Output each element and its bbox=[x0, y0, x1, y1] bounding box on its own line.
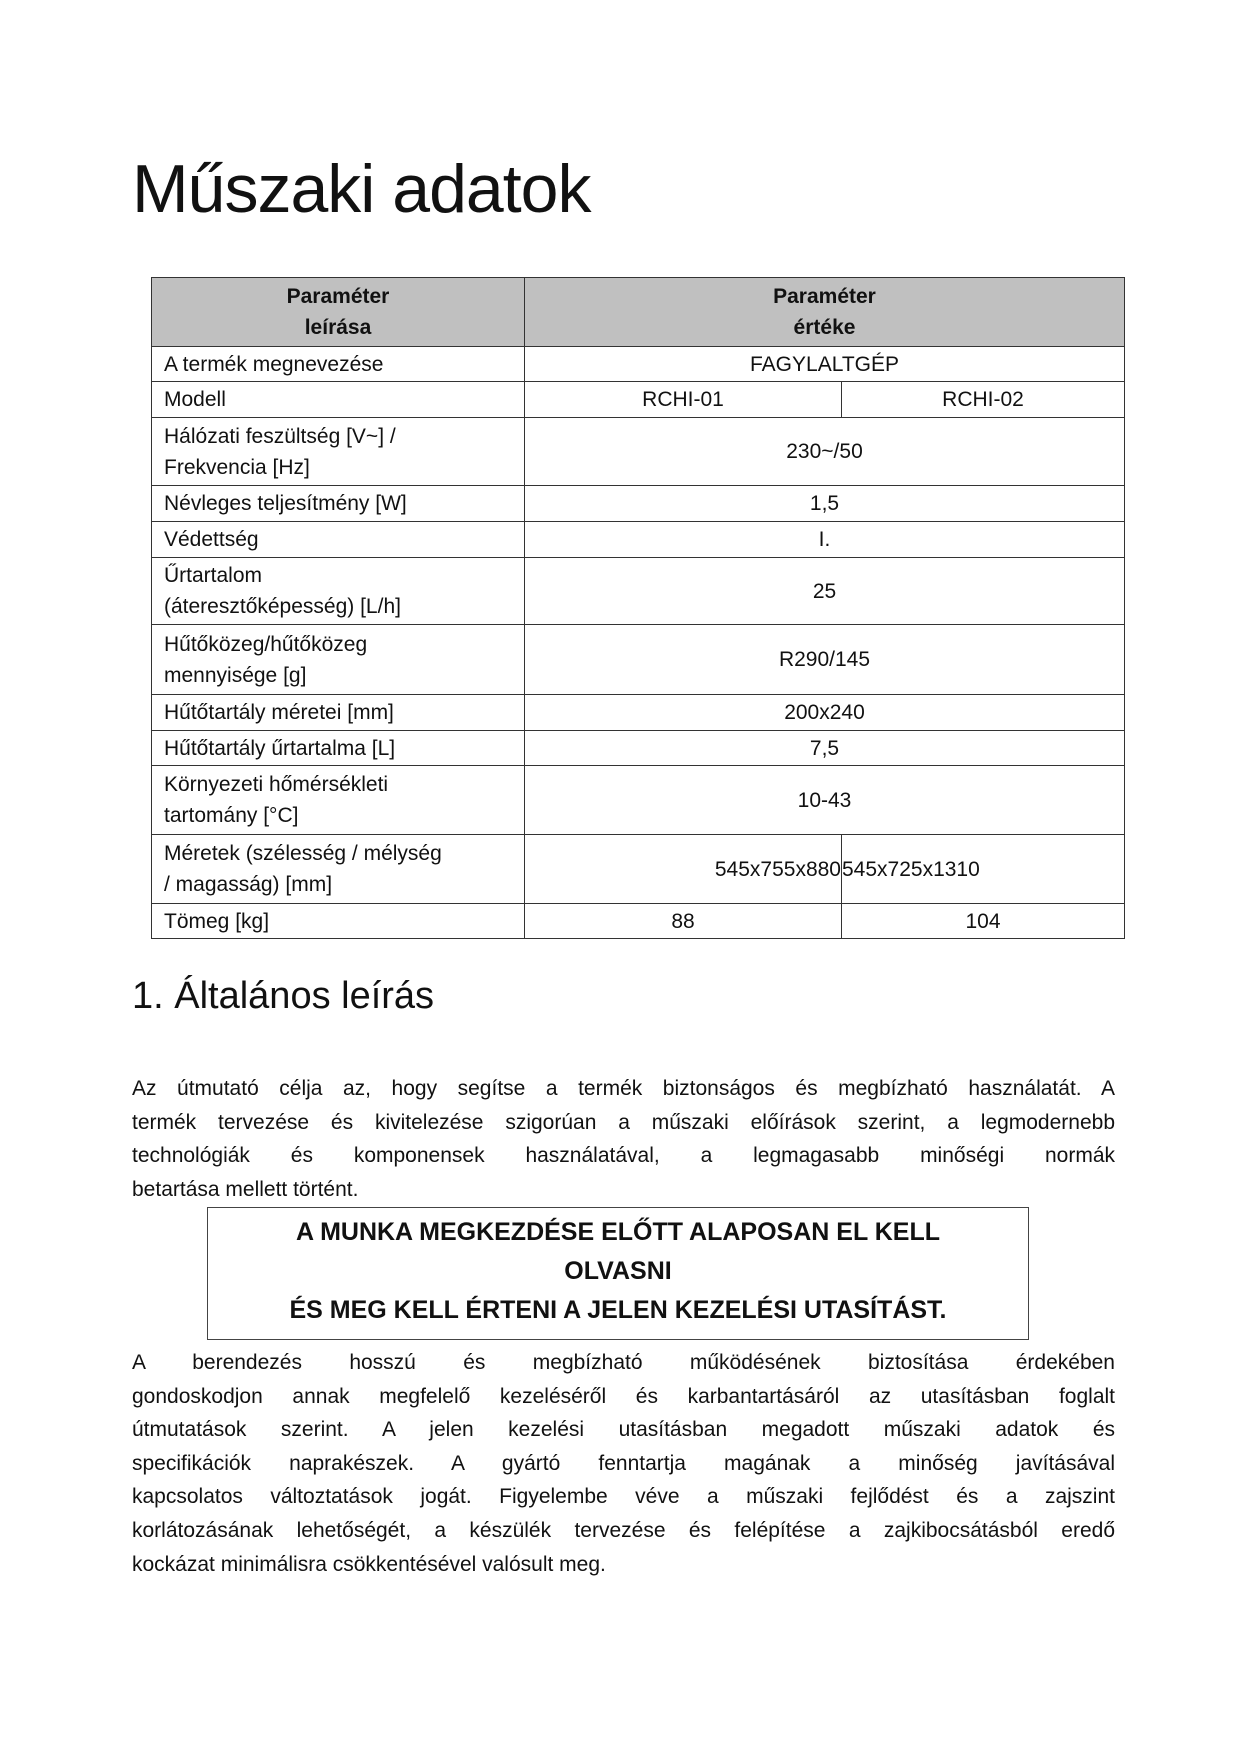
text-line: specifikációk naprakészek. A gyártó fenntartja magának a minőség javításával bbox=[132, 1451, 1115, 1475]
label-line: Hűtőtartály űrtartalma [L] bbox=[164, 736, 396, 760]
text-line: technológiák és komponensek használatával, a legmagasabb minőségi normák bbox=[132, 1144, 1115, 1168]
text-line: betartása mellett történt. bbox=[132, 1177, 359, 1201]
table-row bbox=[152, 835, 1125, 904]
label-line: Hálózati feszültség [V~] / bbox=[164, 424, 396, 448]
param-value: FAGYLALTGÉP bbox=[525, 347, 1125, 382]
table-row bbox=[152, 731, 1125, 766]
table-row bbox=[152, 522, 1125, 558]
header-line: leírása bbox=[304, 316, 372, 339]
param-label bbox=[152, 558, 525, 625]
param-label bbox=[152, 835, 525, 904]
param-label bbox=[152, 904, 525, 939]
header-line: Paraméter bbox=[773, 285, 876, 308]
param-label bbox=[152, 418, 525, 486]
label-line: A termék megnevezése bbox=[164, 352, 384, 376]
param-label bbox=[152, 486, 525, 522]
label-line: / magasság) [mm] bbox=[164, 873, 333, 896]
param-label bbox=[152, 522, 525, 558]
table-row bbox=[152, 766, 1125, 835]
param-value: 1,5 bbox=[525, 486, 1125, 522]
section-heading: 1. Általános leírás bbox=[132, 975, 435, 1017]
label-line: (áteresztőképesség) [L/h] bbox=[164, 595, 401, 618]
table-row bbox=[152, 347, 1125, 382]
param-label bbox=[152, 382, 525, 418]
text-line: korlátozásának lehetőségét, a készülék tervezése és felépítése a zajkibocsátásból eredő bbox=[132, 1518, 1115, 1542]
param-value: 25 bbox=[525, 558, 1125, 625]
text-line: kapcsolatos változtatások jogát. Figyelembe véve a műszaki fejlődést és a zajszint bbox=[132, 1485, 1115, 1509]
label-line: Tömeg [kg] bbox=[164, 909, 270, 933]
header-line: Paraméter bbox=[286, 285, 390, 308]
label-line: Űrtartalom bbox=[164, 564, 263, 587]
param-value: 545x755x880 bbox=[525, 835, 842, 904]
text-line: útmutatások szerint. A jelen kezelési utasításban megadott műszaki adatok és bbox=[132, 1418, 1115, 1442]
label-line: mennyisége [g] bbox=[164, 663, 307, 687]
body-paragraph bbox=[132, 1346, 1115, 1581]
text-line: gondoskodjon annak megfelelő kezeléséről és karbantartásáról az utasításban foglalt bbox=[132, 1384, 1115, 1408]
label-line: Frekvencia [Hz] bbox=[164, 455, 310, 479]
label-line: tartomány [°C] bbox=[164, 804, 299, 827]
table-row bbox=[152, 695, 1125, 731]
table-row bbox=[152, 625, 1125, 695]
table-row bbox=[152, 486, 1125, 522]
table-row bbox=[152, 904, 1125, 939]
text-line: kockázat minimálisra csökkentésével valósult meg. bbox=[132, 1552, 606, 1576]
param-value: RCHI-01 bbox=[525, 382, 842, 418]
param-value: 230~/50 bbox=[525, 418, 1125, 486]
header-param-description bbox=[152, 278, 525, 347]
param-value: RCHI-02 bbox=[842, 382, 1125, 418]
param-value: 10-43 bbox=[525, 766, 1125, 835]
table-row bbox=[152, 558, 1125, 625]
label-line: Modell bbox=[164, 388, 226, 411]
header-line: értéke bbox=[793, 316, 856, 339]
label-line: Környezeti hőmérsékleti bbox=[164, 773, 389, 796]
param-label bbox=[152, 766, 525, 835]
warning-box bbox=[207, 1207, 1029, 1340]
table-row bbox=[152, 382, 1125, 418]
label-line: Hűtőközeg/hűtőközeg bbox=[164, 632, 368, 656]
param-value: 104 bbox=[842, 904, 1125, 939]
param-value: 545x725x1310 bbox=[842, 835, 1125, 904]
page-title: Műszaki adatok bbox=[132, 151, 591, 227]
label-line: Hűtőtartály méretei [mm] bbox=[164, 701, 394, 724]
param-label bbox=[152, 347, 525, 382]
table-row bbox=[152, 418, 1125, 486]
label-line: Névleges teljesítmény [W] bbox=[164, 492, 407, 515]
text-line: Az útmutató célja az, hogy segítse a termék biztonságos és megbízható használatát. A bbox=[132, 1077, 1115, 1100]
text-line: A berendezés hosszú és megbízható működésének biztosítása érdekében bbox=[132, 1351, 1115, 1374]
param-value: 200x240 bbox=[525, 695, 1125, 731]
text-line: A MUNKA MEGKEZDÉSE ELŐTT ALAPOSAN EL KELL bbox=[296, 1218, 940, 1246]
param-label bbox=[152, 731, 525, 766]
text-line: termék tervezése és kivitelezése szigorúan a műszaki előírások szerint, a legmodernebb bbox=[132, 1110, 1115, 1134]
text-line: OLVASNI bbox=[564, 1257, 672, 1285]
label-line: Méretek (szélesség / mélység bbox=[164, 842, 442, 865]
text-line: ÉS MEG KELL ÉRTENI A JELEN KEZELÉSI UTASÍTÁST. bbox=[289, 1296, 947, 1324]
table-header-row bbox=[152, 278, 1125, 347]
param-value: I. bbox=[525, 522, 1125, 558]
header-param-value bbox=[525, 278, 1125, 347]
intro-paragraph bbox=[132, 1072, 1115, 1206]
param-value: R290/145 bbox=[525, 625, 1125, 695]
param-label bbox=[152, 695, 525, 731]
param-value: 88 bbox=[525, 904, 842, 939]
param-label bbox=[152, 625, 525, 695]
spec-table bbox=[151, 277, 1125, 939]
label-line: Védettség bbox=[164, 528, 259, 551]
param-value: 7,5 bbox=[525, 731, 1125, 766]
